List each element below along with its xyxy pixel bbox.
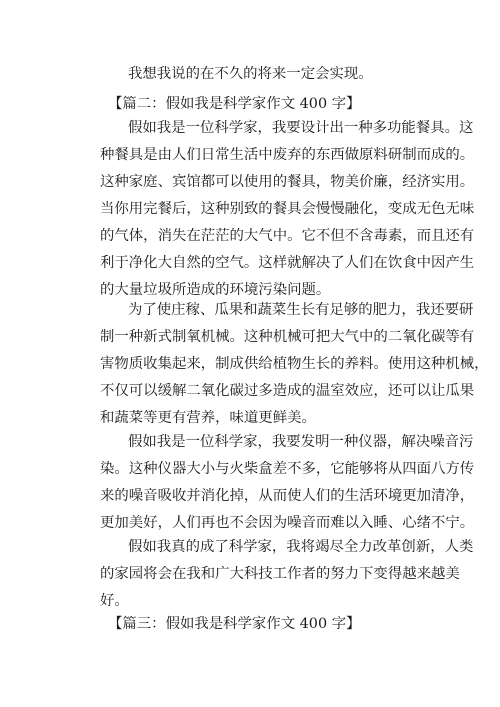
paragraph-line: 来的噪音吸收并消化掉，从而使人们的生活环境更加清净， xyxy=(100,488,475,504)
paragraph-line: 染。这种仪器大小与火柴盒差不多，它能够将从四面八方传 xyxy=(100,461,475,477)
intro-line: 我想我说的在不久的将来一定会实现。 xyxy=(128,66,373,82)
section3-heading: 【篇三：假如我是科学家作文 400 字】 xyxy=(108,616,361,632)
section2-heading: 【篇二：假如我是科学家作文 400 字】 xyxy=(108,96,361,112)
paragraph-line: 更加美好，人们再也不会因为噪音而难以入睡、心绪不宁。 xyxy=(100,515,475,531)
paragraph-line: 和蔬菜等更有营养，味道更鲜美。 xyxy=(100,410,316,426)
paragraph-line: 当你用完餐后，这种别致的餐具会慢慢融化，变成无色无味 xyxy=(100,201,475,217)
paragraph-line: 好。 xyxy=(100,593,129,609)
paragraph-line: 这种家庭、宾馆都可以使用的餐具，物美价廉，经济实用。 xyxy=(100,174,475,190)
paragraph-line: 为了使庄稼、瓜果和蔬菜生长有足够的肥力，我还要研 xyxy=(128,302,474,318)
paragraph-line: 害物质收集起来，制成供给植物生长的养料。使用这种机械， xyxy=(100,356,489,372)
paragraph-line: 利于净化大自然的空气。这样就解决了人们在饮食中因产生 xyxy=(100,255,475,271)
paragraph-line: 的大量垃圾所造成的环境污染问题。 xyxy=(100,282,331,298)
paragraph-line: 假如我真的成了科学家，我将竭尽全力改革创新，人类 xyxy=(128,539,474,555)
paragraph-line: 假如我是一位科学家，我要设计出一种多功能餐具。这 xyxy=(128,120,474,136)
paragraph-line: 不仅可以缓解二氧化碳过多造成的温室效应，还可以让瓜果 xyxy=(100,383,475,399)
paragraph-line: 假如我是一位科学家，我要发明一种仪器，解决噪音污 xyxy=(128,434,474,450)
paragraph-line: 制一种新式制氧机械。这种机械可把大气中的二氧化碳等有 xyxy=(100,329,475,345)
paragraph-line: 的气体，消失在茫茫的大气中。它不但不含毒素，而且还有 xyxy=(100,228,475,244)
paragraph-line: 种餐具是由人们日常生活中废弃的东西做原料研制而成的。 xyxy=(100,147,475,163)
paragraph-line: 的家园将会在我和广大科技工作者的努力下变得越来越美 xyxy=(100,566,460,582)
